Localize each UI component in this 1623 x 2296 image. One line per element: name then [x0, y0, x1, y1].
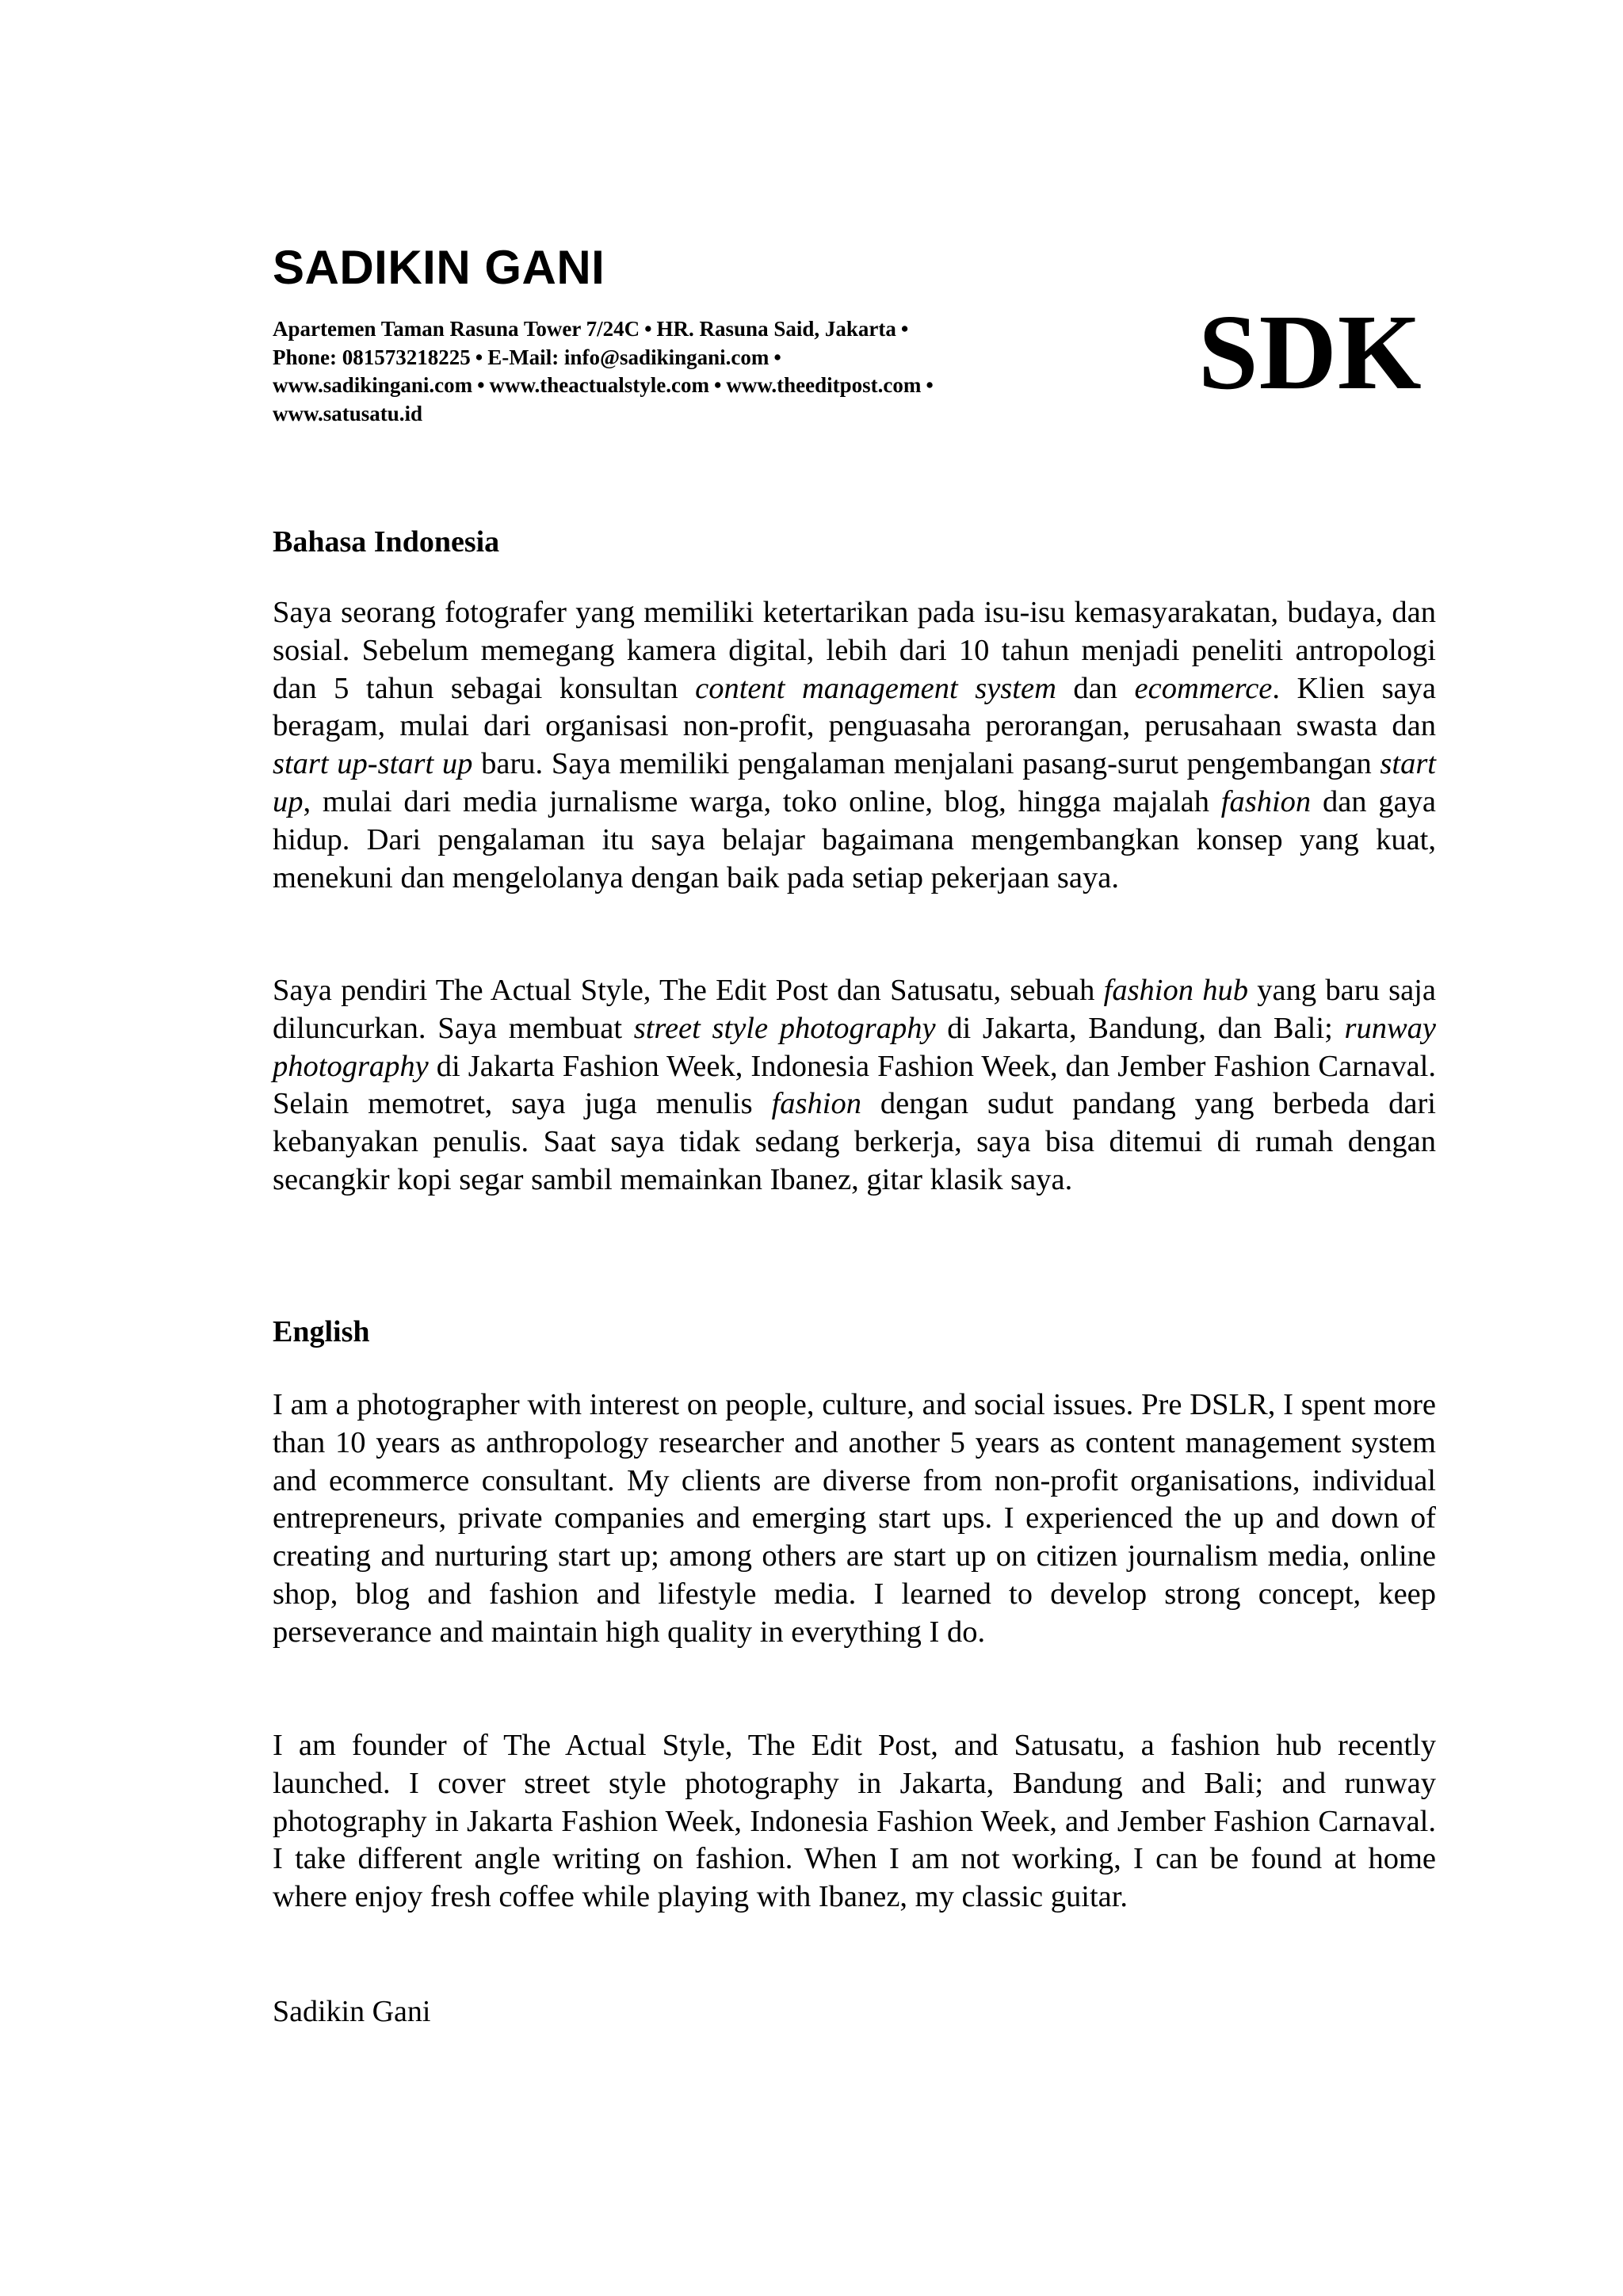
italic-term: fashion hub: [1103, 974, 1249, 1007]
contact-line-address: [273, 315, 1113, 344]
text-run: Saya pendiri The Actual Style, The Edit Post dan Satusatu, sebuah: [273, 974, 1104, 1007]
email-address: E-Mail: info@sadikingani.com: [487, 345, 769, 369]
bullet-separator: •: [644, 317, 652, 341]
italic-term: content management system: [695, 671, 1056, 705]
address-building: Apartemen Taman Rasuna Tower 7/24C: [273, 317, 640, 341]
bullet-separator: •: [773, 345, 781, 369]
bullet-separator: •: [926, 373, 934, 397]
english-paragraph-1: I am a photographer with interest on people, culture, and social issues. Pre DSLR, I spent more than 10 years as anthropology researcher and another 5 years as content management system and ecommerce consultant. My clients are diverse from non-profit organisations, individual entrepreneurs, private companies and emerging start ups. I experienced the up and down of creating and nurturing start up; among others are start up on citizen journalism media, online shop, blog and fashion and lifestyle media. I learned to develop strong concept, keep perseverance and maintain high quality in everything I do.: [273, 1388, 1436, 1649]
italic-term: runway photography: [273, 1011, 1436, 1083]
address-street: HR. Rasuna Said, Jakarta: [656, 317, 896, 341]
website-link[interactable]: www.sadikingani.com: [273, 373, 473, 397]
contact-line-websites-2: [273, 400, 1113, 429]
bullet-separator: •: [713, 373, 722, 397]
contact-line-websites: [273, 372, 1113, 400]
website-link[interactable]: www.theactualstyle.com: [489, 373, 709, 397]
text-run: dan: [1056, 671, 1135, 705]
text-run: baru. Saya memiliki pengalaman menjalani pasang-surut pengembangan: [472, 747, 1381, 781]
text-run: yang baru saja diluncurkan. Saya membuat: [273, 974, 1436, 1045]
italic-term: fashion: [771, 1087, 861, 1121]
italic-term: fashion: [1220, 784, 1312, 818]
italic-term: street style photography: [633, 1011, 936, 1045]
author-name: SADIKIN GANI: [273, 241, 605, 294]
phone-number: Phone: 081573218225: [273, 345, 471, 369]
italic-term: start up-start up: [273, 747, 473, 781]
indonesian-paragraph-1: [273, 594, 1436, 897]
contact-line-phone-email: [273, 344, 1113, 372]
text-run: di Jakarta Fashion Week, Indonesia Fashion Week, dan Jember Fashion Carnaval. Selain memotret, saya juga menulis: [273, 1049, 1436, 1121]
text-run: di Jakarta, Bandung, dan Bali;: [935, 1011, 1345, 1045]
website-link[interactable]: www.theeditpost.com: [726, 373, 922, 397]
italic-term: ecommerce: [1134, 671, 1273, 705]
english-paragraph-2: I am founder of The Actual Style, The Edit Post, and Satusatu, a fashion hub recently launched. I cover street style photography in Jakarta, Bandung and Bali; and runway photography in Jakarta Fashion Week, Indonesia Fashion Week, and Jember Fashion Carnaval. I take different angle writing on fashion. When I am not working, I can be found at home where enjoy fresh coffee while playing with Ibanez, my classic guitar.: [273, 1729, 1436, 1914]
text-run: dengan sudut pandang yang berbeda dari kebanyakan penulis. Saat saya tidak sedang berkerja, saya bisa ditemui di rumah dengan secangkir kopi segar sambil memainkan Ibanez, gitar klasik saya.: [273, 1087, 1436, 1196]
bullet-separator: •: [477, 373, 485, 397]
section-heading-indonesian: Bahasa Indonesia: [273, 525, 500, 559]
bullet-separator: •: [900, 317, 909, 341]
website-link[interactable]: www.satusatu.id: [273, 401, 423, 425]
section-heading-english: English: [273, 1315, 370, 1348]
sdk-logo: SDK: [1198, 293, 1423, 412]
text-run: , mulai dari media jurnalisme warga, toko online, blog, hingga majalah: [303, 784, 1221, 818]
bullet-separator: •: [475, 345, 483, 369]
signature-name: Sadikin Gani: [273, 1995, 431, 2028]
text-run: Saya seorang fotografer yang memiliki ketertarikan pada isu-isu kemasyarakatan, budaya, dan sosial. Sebelum memegang kamera digital, lebih dari 10 tahun menjadi peneliti antropologi dan 5 tahun sebagai konsultan: [273, 596, 1436, 705]
text-run: . Klien saya beragam, mulai dari organisasi non-profit, penguasaha perorangan, perusahaan swasta dan: [273, 671, 1436, 743]
indonesian-paragraph-2: [273, 972, 1436, 1199]
italic-term: start up: [273, 747, 1436, 818]
contact-block: [273, 315, 1113, 428]
text-run: dan gaya hidup. Dari pengalaman itu saya belajar bagaimana mengembangkan konsep yang kuat, menekuni dan mengelolanya dengan baik pada setiap pekerjaan saya.: [273, 784, 1436, 894]
